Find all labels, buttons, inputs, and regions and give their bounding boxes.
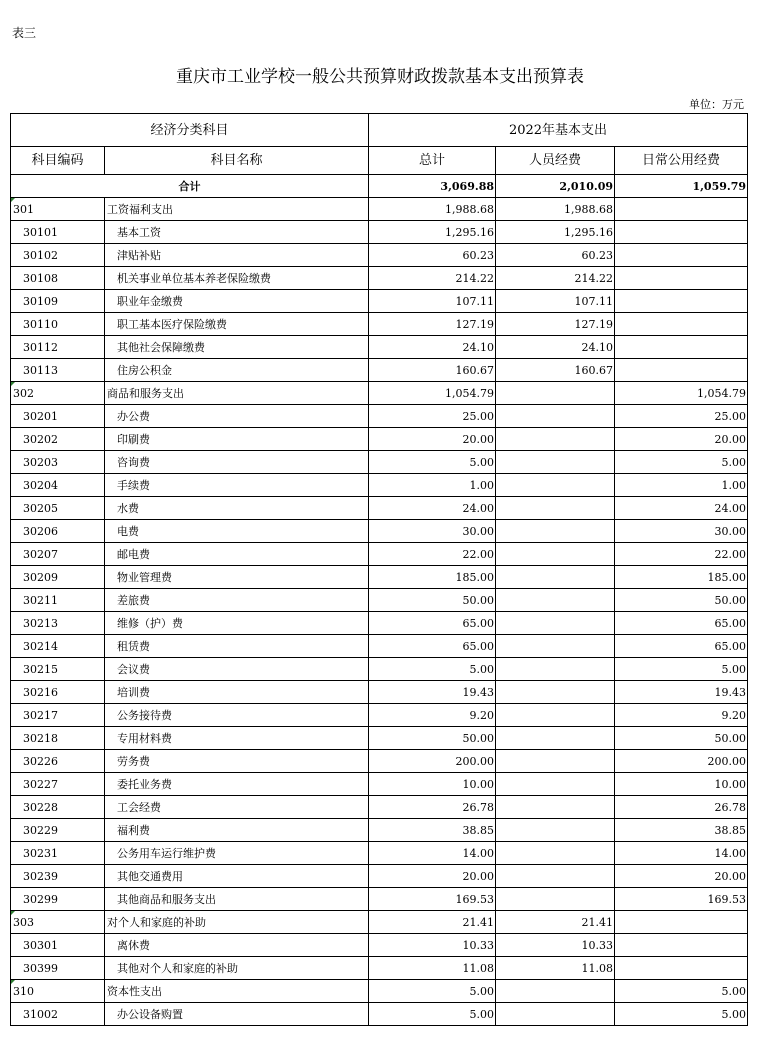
table-row (11, 451, 748, 474)
cell-total: 21.41 (369, 911, 496, 934)
cell-code: 30211 (11, 589, 105, 612)
cell-code: 30213 (11, 612, 105, 635)
cell-personnel (496, 1003, 615, 1026)
cell-total: 127.19 (369, 313, 496, 336)
cell-public: 19.43 (615, 681, 748, 704)
cell-total: 65.00 (369, 612, 496, 635)
cell-total: 38.85 (369, 819, 496, 842)
cell-code: 30102 (11, 244, 105, 267)
cell-code: 30231 (11, 842, 105, 865)
table-row (11, 543, 748, 566)
cell-code: 30301 (11, 934, 105, 957)
cell-public: 5.00 (615, 1003, 748, 1026)
cell-name: 物业管理费 (105, 566, 369, 589)
cell-personnel (496, 658, 615, 681)
cell-name: 住房公积金 (105, 359, 369, 382)
cell-public (615, 221, 748, 244)
cell-code: 30229 (11, 819, 105, 842)
cell-code: 30216 (11, 681, 105, 704)
cell-name: 劳务费 (105, 750, 369, 773)
table-row (11, 796, 748, 819)
cell-public: 10.00 (615, 773, 748, 796)
cell-code: 31002 (11, 1003, 105, 1026)
cell-total: 60.23 (369, 244, 496, 267)
cell-personnel: 21.41 (496, 911, 615, 934)
table-row (11, 566, 748, 589)
cell-total: 5.00 (369, 658, 496, 681)
header-personnel: 人员经费 (496, 147, 615, 175)
cell-public: 25.00 (615, 405, 748, 428)
header-name: 科目名称 (105, 147, 369, 175)
cell-public (615, 957, 748, 980)
cell-public: 22.00 (615, 543, 748, 566)
cell-name: 津贴补贴 (105, 244, 369, 267)
cell-name: 其他商品和服务支出 (105, 888, 369, 911)
cell-name: 资本性支出 (105, 980, 369, 1003)
cell-personnel (496, 980, 615, 1003)
cell-personnel (496, 405, 615, 428)
cell-code: 30110 (11, 313, 105, 336)
table-row (11, 635, 748, 658)
cell-public (615, 244, 748, 267)
cell-name: 基本工资 (105, 221, 369, 244)
cell-code: 30204 (11, 474, 105, 497)
cell-total: 26.78 (369, 796, 496, 819)
cell-total: 50.00 (369, 727, 496, 750)
table-row (11, 704, 748, 727)
table-row (11, 221, 748, 244)
cell-code: 302 (11, 382, 105, 405)
cell-code: 30214 (11, 635, 105, 658)
cell-name: 培训费 (105, 681, 369, 704)
cell-public: 185.00 (615, 566, 748, 589)
cell-personnel: 1,295.16 (496, 221, 615, 244)
cell-total: 11.08 (369, 957, 496, 980)
header-economic-classification: 经济分类科目 (11, 114, 369, 147)
cell-personnel (496, 520, 615, 543)
cell-code: 30203 (11, 451, 105, 474)
table-row (11, 313, 748, 336)
cell-public: 24.00 (615, 497, 748, 520)
header-code: 科目编码 (11, 147, 105, 175)
cell-code: 30209 (11, 566, 105, 589)
cell-personnel (496, 451, 615, 474)
cell-personnel (496, 750, 615, 773)
cell-total: 25.00 (369, 405, 496, 428)
table-row (11, 198, 748, 221)
cell-total: 14.00 (369, 842, 496, 865)
header-row-group (11, 114, 748, 147)
header-public: 日常公用经费 (615, 147, 748, 175)
cell-public (615, 336, 748, 359)
cell-total: 1,054.79 (369, 382, 496, 405)
cell-name: 对个人和家庭的补助 (105, 911, 369, 934)
table-row (11, 911, 748, 934)
cell-personnel: 60.23 (496, 244, 615, 267)
cell-total: 160.67 (369, 359, 496, 382)
table-row (11, 290, 748, 313)
cell-total: 50.00 (369, 589, 496, 612)
cell-personnel (496, 796, 615, 819)
table-row (11, 865, 748, 888)
cell-total: 1.00 (369, 474, 496, 497)
cell-name: 办公设备购置 (105, 1003, 369, 1026)
cell-name: 维修（护）费 (105, 612, 369, 635)
cell-total: 20.00 (369, 428, 496, 451)
cell-public: 14.00 (615, 842, 748, 865)
cell-public: 5.00 (615, 451, 748, 474)
cell-personnel (496, 497, 615, 520)
table-row (11, 520, 748, 543)
cell-public: 5.00 (615, 658, 748, 681)
cell-personnel: 107.11 (496, 290, 615, 313)
cell-public (615, 290, 748, 313)
cell-total: 24.10 (369, 336, 496, 359)
cell-public: 1,054.79 (615, 382, 748, 405)
cell-personnel (496, 589, 615, 612)
cell-public: 20.00 (615, 428, 748, 451)
table-row (11, 773, 748, 796)
cell-code: 30226 (11, 750, 105, 773)
cell-public: 65.00 (615, 635, 748, 658)
cell-name: 差旅费 (105, 589, 369, 612)
cell-code: 30228 (11, 796, 105, 819)
cell-name: 其他交通费用 (105, 865, 369, 888)
cell-personnel (496, 865, 615, 888)
table-row (11, 658, 748, 681)
cell-total: 22.00 (369, 543, 496, 566)
table-row (11, 888, 748, 911)
cell-public: 65.00 (615, 612, 748, 635)
cell-personnel (496, 635, 615, 658)
cell-public: 38.85 (615, 819, 748, 842)
cell-name: 商品和服务支出 (105, 382, 369, 405)
cell-personnel (496, 543, 615, 566)
cell-code: 30205 (11, 497, 105, 520)
cell-name: 办公费 (105, 405, 369, 428)
cell-code: 30112 (11, 336, 105, 359)
cell-code: 301 (11, 198, 105, 221)
table-row (11, 681, 748, 704)
cell-name: 邮电费 (105, 543, 369, 566)
cell-personnel (496, 727, 615, 750)
total-total: 3,069.88 (369, 175, 496, 198)
total-row (11, 175, 748, 198)
total-label: 合计 (11, 175, 369, 198)
table-row (11, 497, 748, 520)
cell-name: 其他对个人和家庭的补助 (105, 957, 369, 980)
table-row (11, 405, 748, 428)
cell-code: 310 (11, 980, 105, 1003)
table-row (11, 244, 748, 267)
cell-name: 会议费 (105, 658, 369, 681)
cell-personnel (496, 681, 615, 704)
cell-personnel (496, 474, 615, 497)
cell-name: 电费 (105, 520, 369, 543)
cell-name: 工资福利支出 (105, 198, 369, 221)
cell-name: 租赁费 (105, 635, 369, 658)
cell-public (615, 934, 748, 957)
cell-personnel: 214.22 (496, 267, 615, 290)
table-row (11, 750, 748, 773)
cell-public: 5.00 (615, 980, 748, 1003)
cell-name: 离休费 (105, 934, 369, 957)
table-row (11, 980, 748, 1003)
cell-total: 10.33 (369, 934, 496, 957)
table-row (11, 842, 748, 865)
cell-code: 30201 (11, 405, 105, 428)
cell-total: 9.20 (369, 704, 496, 727)
cell-name: 其他社会保障缴费 (105, 336, 369, 359)
header-total: 总计 (369, 147, 496, 175)
cell-code: 30113 (11, 359, 105, 382)
cell-public: 50.00 (615, 589, 748, 612)
table-row (11, 727, 748, 750)
table-row (11, 934, 748, 957)
cell-total: 65.00 (369, 635, 496, 658)
table-row (11, 589, 748, 612)
cell-personnel (496, 704, 615, 727)
cell-code: 30299 (11, 888, 105, 911)
cell-code: 30217 (11, 704, 105, 727)
table-row (11, 382, 748, 405)
cell-name: 工会经费 (105, 796, 369, 819)
cell-public: 26.78 (615, 796, 748, 819)
cell-name: 水费 (105, 497, 369, 520)
cell-personnel: 10.33 (496, 934, 615, 957)
cell-public (615, 313, 748, 336)
cell-total: 5.00 (369, 1003, 496, 1026)
cell-name: 机关事业单位基本养老保险缴费 (105, 267, 369, 290)
header-basic-expenditure-2022: 2022年基本支出 (369, 114, 748, 147)
cell-personnel: 11.08 (496, 957, 615, 980)
cell-public (615, 267, 748, 290)
page-title: 重庆市工业学校一般公共预算财政拨款基本支出预算表 (176, 67, 584, 87)
table-row (11, 428, 748, 451)
cell-public: 50.00 (615, 727, 748, 750)
cell-total: 5.00 (369, 451, 496, 474)
total-public: 1,059.79 (615, 175, 748, 198)
cell-code: 30239 (11, 865, 105, 888)
cell-name: 专用材料费 (105, 727, 369, 750)
cell-total: 24.00 (369, 497, 496, 520)
cell-code: 30399 (11, 957, 105, 980)
budget-table (10, 113, 748, 1026)
table-row (11, 612, 748, 635)
cell-total: 185.00 (369, 566, 496, 589)
cell-code: 30227 (11, 773, 105, 796)
cell-personnel: 127.19 (496, 313, 615, 336)
cell-personnel (496, 888, 615, 911)
cell-personnel (496, 428, 615, 451)
cell-name: 咨询费 (105, 451, 369, 474)
cell-personnel (496, 842, 615, 865)
table-row (11, 819, 748, 842)
cell-name: 职工基本医疗保险缴费 (105, 313, 369, 336)
header-row-columns (11, 147, 748, 175)
cell-personnel: 1,988.68 (496, 198, 615, 221)
cell-code: 30215 (11, 658, 105, 681)
table-row (11, 474, 748, 497)
cell-code: 30218 (11, 727, 105, 750)
cell-name: 公务用车运行维护费 (105, 842, 369, 865)
cell-total: 20.00 (369, 865, 496, 888)
cell-name: 手续费 (105, 474, 369, 497)
cell-total: 169.53 (369, 888, 496, 911)
cell-personnel: 24.10 (496, 336, 615, 359)
cell-personnel: 160.67 (496, 359, 615, 382)
cell-public: 200.00 (615, 750, 748, 773)
cell-code: 30207 (11, 543, 105, 566)
cell-personnel (496, 773, 615, 796)
cell-total: 5.00 (369, 980, 496, 1003)
table-row (11, 359, 748, 382)
cell-code: 30101 (11, 221, 105, 244)
cell-total: 1,988.68 (369, 198, 496, 221)
unit-label: 单位：万元 (689, 98, 744, 111)
cell-personnel (496, 382, 615, 405)
cell-public: 30.00 (615, 520, 748, 543)
total-personnel: 2,010.09 (496, 175, 615, 198)
cell-name: 职业年金缴费 (105, 290, 369, 313)
cell-total: 1,295.16 (369, 221, 496, 244)
table-row (11, 957, 748, 980)
cell-personnel (496, 819, 615, 842)
cell-public: 169.53 (615, 888, 748, 911)
cell-personnel (496, 612, 615, 635)
cell-name: 印刷费 (105, 428, 369, 451)
cell-name: 委托业务费 (105, 773, 369, 796)
cell-code: 30108 (11, 267, 105, 290)
cell-total: 19.43 (369, 681, 496, 704)
cell-name: 福利费 (105, 819, 369, 842)
cell-code: 30206 (11, 520, 105, 543)
cell-total: 107.11 (369, 290, 496, 313)
table-number: 表三 (12, 26, 37, 40)
cell-personnel (496, 566, 615, 589)
cell-public: 9.20 (615, 704, 748, 727)
cell-public (615, 359, 748, 382)
table-row (11, 267, 748, 290)
cell-public (615, 198, 748, 221)
cell-name: 公务接待费 (105, 704, 369, 727)
cell-total: 30.00 (369, 520, 496, 543)
cell-total: 200.00 (369, 750, 496, 773)
table-row (11, 1003, 748, 1026)
cell-total: 10.00 (369, 773, 496, 796)
cell-public (615, 911, 748, 934)
cell-code: 30109 (11, 290, 105, 313)
cell-public: 20.00 (615, 865, 748, 888)
cell-code: 303 (11, 911, 105, 934)
cell-public: 1.00 (615, 474, 748, 497)
cell-code: 30202 (11, 428, 105, 451)
cell-total: 214.22 (369, 267, 496, 290)
table-row (11, 336, 748, 359)
